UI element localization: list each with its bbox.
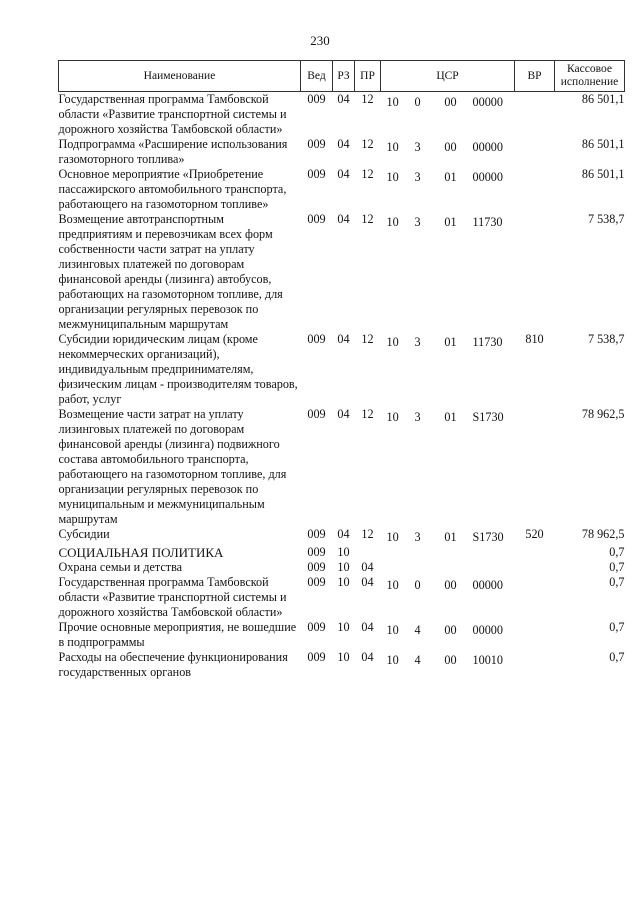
row-csr <box>381 167 515 212</box>
row-rz: 04 <box>337 137 350 151</box>
row-vr <box>515 545 555 560</box>
csr-program: 10 <box>386 530 399 544</box>
row-name: Государственная программа Тамбовской области «Развитие транспортной системы и дорожного хозяйства Тамбовской области» <box>58 92 287 136</box>
csr-program: 10 <box>386 623 399 637</box>
row-pr: 12 <box>361 332 374 346</box>
row-name: Государственная программа Тамбовской области «Развитие транспортной системы и дорожного хозяйства Тамбовской области» <box>58 575 287 619</box>
row-ved: 009 <box>307 527 326 541</box>
csr-program: 10 <box>386 578 399 592</box>
csr-direction: 11730 <box>472 335 503 349</box>
row-amount: 86 501,1 <box>581 167 625 181</box>
row-amount: 78 962,5 <box>581 407 625 421</box>
row-vr <box>515 167 555 212</box>
csr-program: 10 <box>386 140 399 154</box>
row-csr <box>381 545 515 560</box>
header-vr: ВР <box>515 61 555 92</box>
header-csr: ЦСР <box>381 61 515 92</box>
csr-event: 01 <box>444 530 457 544</box>
csr-event: 00 <box>444 578 457 592</box>
header-amount: Кассовое исполнение <box>555 61 625 92</box>
csr-subprogram: 4 <box>414 623 421 637</box>
row-csr <box>381 575 515 620</box>
row-rz: 10 <box>337 560 350 574</box>
csr-program: 10 <box>386 410 399 424</box>
row-rz: 10 <box>337 650 350 664</box>
row-csr <box>381 650 515 680</box>
row-csr <box>381 620 515 650</box>
row-rz: 04 <box>337 92 350 106</box>
csr-direction: S1730 <box>472 530 504 544</box>
row-rz: 04 <box>337 527 350 541</box>
table-row <box>59 212 625 332</box>
row-csr <box>381 560 515 575</box>
page-number: 230 <box>310 33 330 48</box>
row-pr: 12 <box>361 167 374 181</box>
row-amount: 7 538,7 <box>587 332 625 346</box>
row-name: Возмещение автотранспортным предприятиям и перевозчикам всех форм собственности части затрат на уплату лизинговых платежей по договорам финансовой аренды (лизинга) автобусов, работающих на газомоторном топливе, для организации регулярных перевозок по межмуниципальным маршрутам <box>58 212 283 331</box>
csr-subprogram: 3 <box>414 170 421 184</box>
csr-subprogram: 0 <box>414 578 421 592</box>
row-amount: 7 538,7 <box>587 212 625 226</box>
table-row <box>59 407 625 527</box>
csr-direction: 11730 <box>472 215 503 229</box>
row-pr: 12 <box>361 137 374 151</box>
csr-program: 10 <box>386 215 399 229</box>
csr-subprogram: 3 <box>414 335 421 349</box>
table-row <box>59 92 625 138</box>
row-ved: 009 <box>307 212 326 226</box>
row-ved: 009 <box>307 407 326 421</box>
row-rz: 10 <box>337 575 350 589</box>
row-vr <box>515 407 555 527</box>
csr-program: 10 <box>386 335 399 349</box>
row-csr <box>381 527 515 545</box>
row-name: Охрана семьи и детства <box>58 560 183 574</box>
table-row <box>59 575 625 620</box>
csr-direction: 00000 <box>472 170 503 184</box>
csr-subprogram: 0 <box>414 95 421 109</box>
csr-program: 10 <box>386 653 399 667</box>
row-vr <box>515 212 555 332</box>
csr-direction: 10010 <box>472 653 503 667</box>
row-csr <box>381 332 515 407</box>
row-ved: 009 <box>307 332 326 346</box>
row-pr: 04 <box>361 650 374 664</box>
csr-direction: 00000 <box>472 140 503 154</box>
header-ved: Вед <box>301 61 333 92</box>
row-ved: 009 <box>307 167 326 181</box>
row-pr <box>355 545 381 560</box>
csr-subprogram: 3 <box>414 140 421 154</box>
row-pr: 12 <box>361 212 374 226</box>
table-row <box>59 332 625 407</box>
row-amount: 86 501,1 <box>581 137 625 151</box>
csr-subprogram: 3 <box>414 215 421 229</box>
row-vr: 810 <box>525 332 544 346</box>
row-ved: 009 <box>307 137 326 151</box>
row-pr: 12 <box>361 527 374 541</box>
table-row <box>59 560 625 575</box>
csr-event: 00 <box>444 653 457 667</box>
header-pr: ПР <box>355 61 381 92</box>
table-row <box>59 620 625 650</box>
row-rz: 04 <box>337 407 350 421</box>
row-vr <box>515 620 555 650</box>
row-name: Субсидии <box>58 527 110 541</box>
csr-event: 00 <box>444 95 457 109</box>
csr-subprogram: 4 <box>414 653 421 667</box>
csr-direction: S1730 <box>472 410 504 424</box>
row-ved: 009 <box>307 92 326 106</box>
row-pr: 04 <box>361 560 374 574</box>
row-pr: 04 <box>361 620 374 634</box>
csr-direction: 00000 <box>472 95 503 109</box>
row-amount: 0,7 <box>609 575 625 589</box>
csr-event: 01 <box>444 215 457 229</box>
csr-program: 10 <box>386 95 399 109</box>
csr-event: 01 <box>444 170 457 184</box>
row-name: Прочие основные мероприятия, не вошедшие в подпрограммы <box>58 620 297 649</box>
csr-subprogram: 3 <box>414 530 421 544</box>
header-rz: РЗ <box>333 61 355 92</box>
row-name: Подпрограмма «Расширение использования газомоторного топлива» <box>58 137 288 166</box>
row-amount: 0,7 <box>609 650 625 664</box>
row-rz: 04 <box>337 212 350 226</box>
row-ved: 009 <box>307 545 326 559</box>
row-vr <box>515 560 555 575</box>
csr-direction: 00000 <box>472 578 503 592</box>
row-amount: 0,7 <box>609 545 625 559</box>
row-vr <box>515 650 555 680</box>
row-rz: 10 <box>337 545 350 559</box>
table-row <box>59 527 625 545</box>
row-rz: 04 <box>337 332 350 346</box>
table-row <box>59 137 625 167</box>
row-ved: 009 <box>307 620 326 634</box>
row-name: Субсидии юридическим лицам (кроме некоммерческих организаций), индивидуальным предпринимателям, физическим лицам - производителям товаров, работ, услуг <box>58 332 298 406</box>
row-amount: 0,7 <box>609 620 625 634</box>
table-row <box>59 545 625 560</box>
csr-direction: 00000 <box>472 623 503 637</box>
row-csr <box>381 212 515 332</box>
row-ved: 009 <box>307 650 326 664</box>
csr-event: 00 <box>444 623 457 637</box>
table-row <box>59 650 625 680</box>
row-pr: 12 <box>361 407 374 421</box>
row-name: СОЦИАЛЬНАЯ ПОЛИТИКА <box>58 545 224 560</box>
row-amount: 0,7 <box>609 560 625 574</box>
row-ved: 009 <box>307 560 326 574</box>
row-amount: 86 501,1 <box>581 92 625 106</box>
row-pr: 04 <box>361 575 374 589</box>
csr-event: 01 <box>444 410 457 424</box>
row-rz: 04 <box>337 167 350 181</box>
table-header-row <box>59 61 625 92</box>
row-name: Расходы на обеспечение функционирования государственных органов <box>58 650 288 679</box>
row-vr <box>515 575 555 620</box>
row-pr: 12 <box>361 92 374 106</box>
row-amount: 78 962,5 <box>581 527 625 541</box>
row-name: Возмещение части затрат на уплату лизинговых платежей по договорам финансовой аренды (лизинга) подвижного состава автомобильного транспорта, работающего на газомоторном топливе, для организации регулярных перевозок по муниципальным и межмуниципальным маршрутам <box>58 407 287 526</box>
budget-table <box>58 60 625 680</box>
row-vr: 520 <box>525 527 544 541</box>
csr-subprogram: 3 <box>414 410 421 424</box>
csr-event: 01 <box>444 335 457 349</box>
row-vr <box>515 137 555 167</box>
csr-program: 10 <box>386 170 399 184</box>
header-name: Наименование <box>59 61 301 92</box>
row-csr <box>381 137 515 167</box>
row-csr <box>381 407 515 527</box>
csr-event: 00 <box>444 140 457 154</box>
row-ved: 009 <box>307 575 326 589</box>
row-vr <box>515 92 555 138</box>
row-csr <box>381 92 515 138</box>
row-rz: 10 <box>337 620 350 634</box>
row-name: Основное мероприятие «Приобретение пассажирского автомобильного транспорта, работающего на газомоторном топливе» <box>58 167 287 211</box>
table-row <box>59 167 625 212</box>
